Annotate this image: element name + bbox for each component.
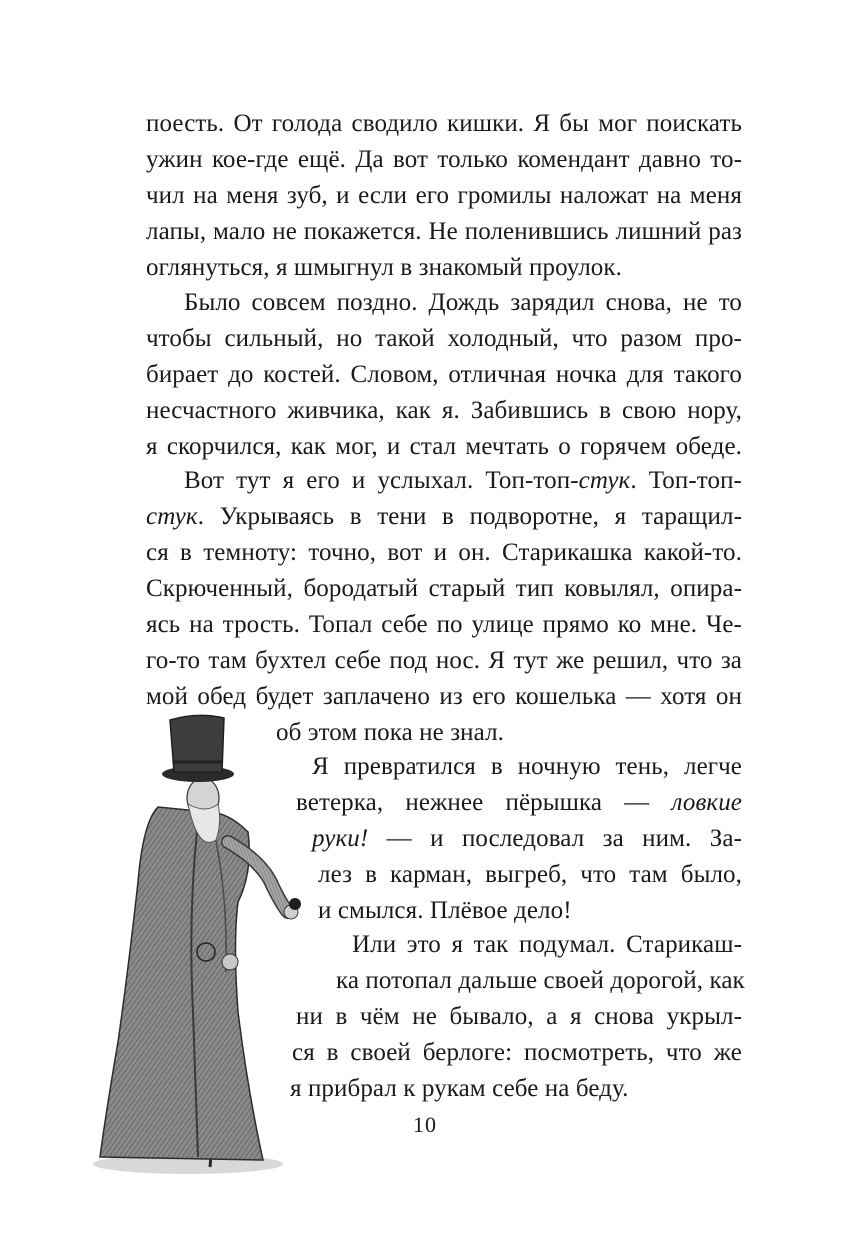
text-line — [146, 179, 742, 213]
text-line — [318, 894, 742, 928]
text-line — [146, 608, 742, 642]
old-man-illustration — [88, 712, 318, 1182]
text-line — [312, 822, 742, 856]
italic-text-segment: стук — [578, 467, 631, 494]
text-line — [146, 680, 742, 714]
text-segment: несчастного живчика, как я. Забившись в свою нору, — [146, 397, 742, 424]
text-segment: Вот тут я его и услыхал. Топ-топ- — [184, 467, 579, 494]
text-segment: я прибрал к рукам себе на беду. — [290, 1075, 629, 1102]
text-segment: ужин кое-где ещё. Да вот только комендант давно то- — [146, 146, 742, 173]
text-line — [146, 572, 742, 606]
text-line — [184, 464, 742, 498]
text-segment: ся в своей берлоге: посмотреть, что же — [292, 1039, 742, 1066]
text-line — [296, 1000, 742, 1034]
text-line — [184, 286, 742, 320]
text-line — [146, 322, 742, 356]
text-segment: лапы, мало не покажется. Не поленившись лишний раз — [146, 218, 742, 245]
text-line — [146, 500, 742, 534]
text-line — [146, 251, 742, 285]
text-line — [146, 394, 742, 428]
text-segment: оглянуться, я шмыгнул в знакомый проулок. — [146, 254, 622, 281]
text-segment: Или это я так подумал. Старикаш- — [352, 931, 742, 958]
text-segment: чил на меня зуб, и если его громилы наложат на меня — [146, 182, 742, 209]
text-line — [292, 1036, 742, 1070]
text-segment: ветерка, нежнее пёрышка — — [296, 789, 672, 816]
text-segment: лез в карман, выгреб, что там было, — [318, 861, 742, 888]
italic-text-segment: ловкие — [671, 789, 742, 816]
text-segment: бирает до костей. Словом, отличная ночка для такого — [146, 361, 742, 388]
text-segment: чтобы сильный, но такой холодный, что разом про- — [146, 325, 742, 352]
text-segment: поесть. От голода сводило кишки. Я бы мог поискать — [146, 110, 742, 137]
text-segment: Скрюченный, бородатый старый тип ковылял, опира- — [146, 575, 742, 602]
text-line — [146, 430, 742, 464]
text-line — [146, 143, 742, 177]
text-segment: Было совсем поздно. Дождь зарядил снова, не то — [184, 289, 742, 316]
text-segment: я скорчился, как мог, и стал мечтать о горячем обеде. — [146, 433, 742, 460]
text-line — [146, 107, 742, 141]
text-segment: — и последовал за ним. За- — [368, 825, 742, 852]
text-line — [290, 1072, 742, 1106]
page-number: 10 — [413, 1112, 437, 1137]
text-line — [276, 716, 742, 750]
text-segment: ся в темноту: точно, вот и он. Старикашка какой-то. — [146, 539, 742, 566]
text-segment: Я превратился в ночную тень, легче — [312, 753, 742, 780]
text-segment: мой обед будет заплачено из его кошелька — хотя он — [146, 683, 742, 710]
text-line — [146, 536, 742, 570]
text-segment: ка потопал дальше своей дорогой, как — [336, 967, 745, 994]
text-line — [312, 750, 742, 784]
text-segment: ясь на трость. Топал себе по улице прямо ко мне. Че- — [146, 611, 742, 638]
text-line — [296, 786, 742, 820]
text-line — [352, 928, 742, 962]
text-line — [146, 358, 742, 392]
text-line — [146, 215, 742, 249]
text-line — [146, 644, 742, 678]
text-segment: и смылся. Плёвое дело! — [318, 897, 572, 924]
italic-text-segment: руки! — [312, 825, 369, 852]
text-segment: . Укрываясь в тени в подворотне, я таращил- — [197, 503, 742, 530]
text-segment: ни в чём не бывало, а я снова укрыл- — [296, 1003, 742, 1030]
text-segment: го-то там бухтел себе под нос. Я тут же решил, что за — [146, 647, 742, 674]
text-line — [318, 858, 742, 892]
italic-text-segment: стук — [146, 503, 198, 530]
text-line — [336, 964, 745, 998]
text-segment: об этом пока не знал. — [276, 719, 505, 746]
text-segment: . Топ-топ- — [630, 467, 742, 494]
